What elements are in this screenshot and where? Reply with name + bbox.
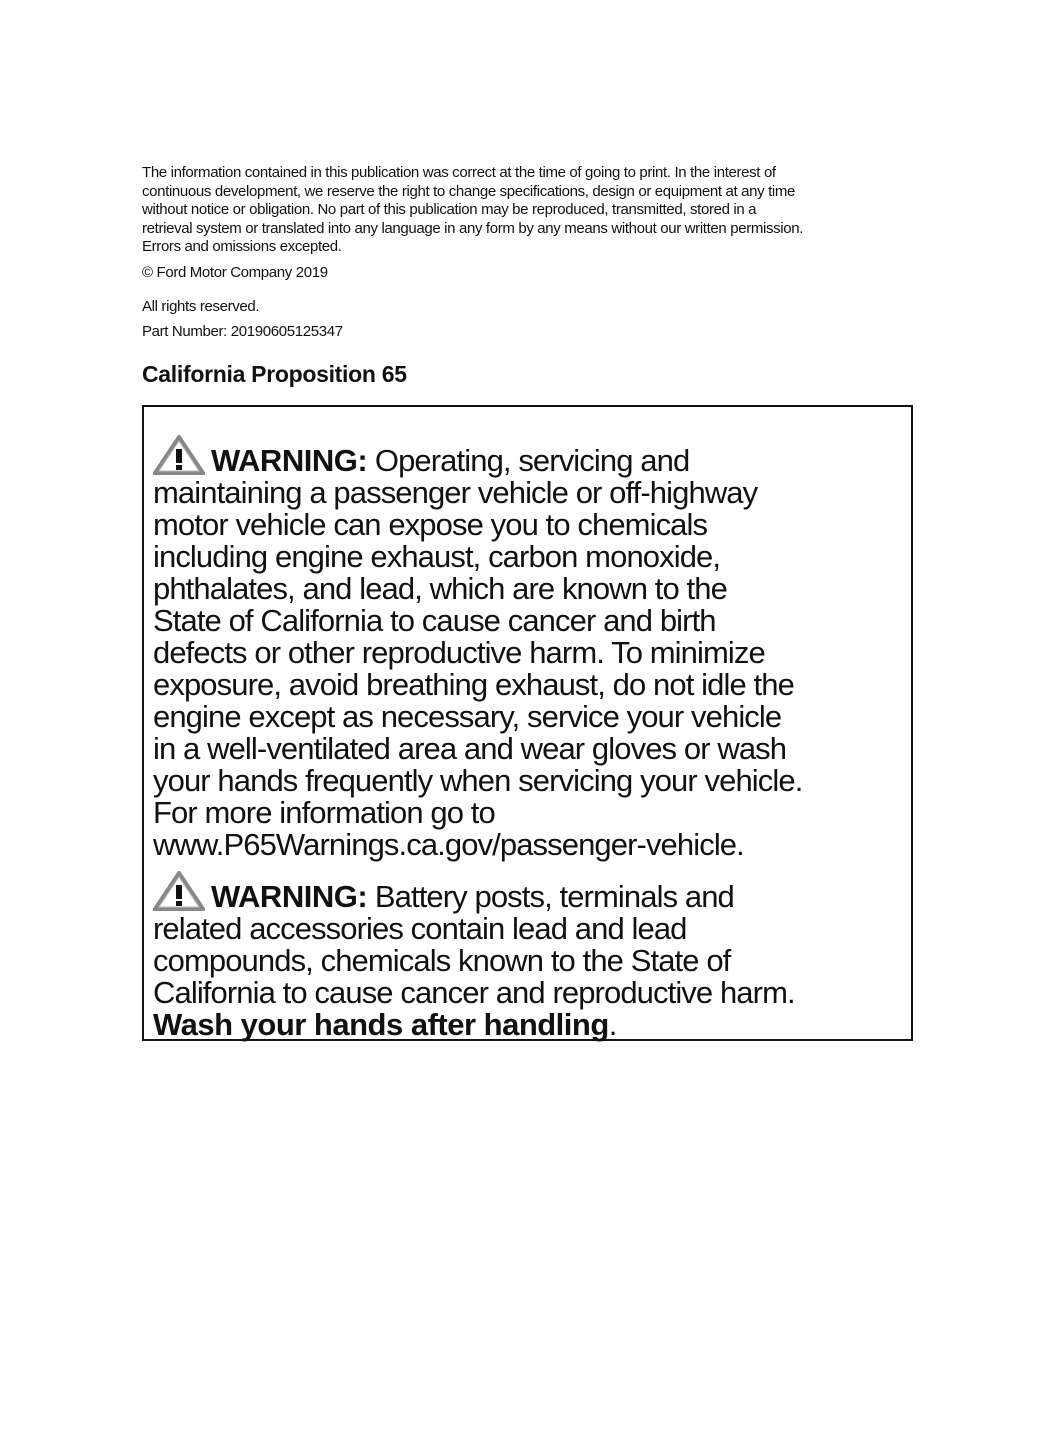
warning-first-line bbox=[153, 871, 795, 913]
legal-line: without notice or obligation. No part of this publication may be reproduced, transmitted, stored in a bbox=[142, 201, 757, 219]
warning-label: WARNING: bbox=[211, 879, 368, 914]
warning-line: defects or other reproductive harm. To minimize bbox=[153, 635, 765, 670]
legal-line: Errors and omissions excepted. bbox=[142, 238, 342, 256]
warning-end: . bbox=[608, 1007, 617, 1042]
warning-line: For more information go to bbox=[153, 795, 495, 830]
warning-box bbox=[142, 405, 913, 1041]
warning-emphasis: Wash your hands after handling bbox=[153, 1007, 609, 1042]
warning-triangle-icon bbox=[153, 871, 205, 911]
legal-line: continuous development, we reserve the right to change specifications, design or equipment at any time bbox=[142, 182, 796, 200]
warning-line: State of California to cause cancer and birth bbox=[153, 603, 716, 638]
legal-line: retrieval system or translated into any language in any form by any means without our written permission. bbox=[142, 219, 804, 237]
warning-line: exposure, avoid breathing exhaust, do not idle the bbox=[153, 667, 794, 702]
warning-line: in a well-ventilated area and wear gloves or wash bbox=[153, 731, 787, 766]
warning-line: motor vehicle can expose you to chemicals bbox=[153, 507, 708, 542]
warning-line: including engine exhaust, carbon monoxide, bbox=[153, 539, 721, 574]
warning-line: related accessories contain lead and lead bbox=[153, 911, 687, 946]
warning-label: WARNING: bbox=[211, 443, 368, 478]
legal-paragraph bbox=[142, 164, 932, 257]
warning-block-battery bbox=[153, 871, 795, 1041]
legal-notice bbox=[142, 164, 932, 342]
warning-last-line bbox=[153, 1009, 795, 1041]
warning-line: compounds, chemicals known to the State of bbox=[153, 943, 731, 978]
warning-line: maintaining a passenger vehicle or off-highway bbox=[153, 475, 758, 510]
warning-text: Battery posts, terminals and bbox=[367, 879, 734, 914]
section-title: California Proposition 65 bbox=[142, 361, 407, 387]
warning-line: your hands frequently when servicing your vehicle. bbox=[153, 763, 803, 798]
warning-first-line bbox=[153, 435, 802, 477]
rights-reserved: All rights reserved. bbox=[142, 297, 260, 315]
warning-line: California to cause cancer and reproductive harm. bbox=[153, 975, 795, 1010]
warning-line: phthalates, and lead, which are known to the bbox=[153, 571, 727, 606]
warning-triangle-icon bbox=[153, 435, 205, 475]
warning-url: www.P65Warnings.ca.gov/passenger-vehicle. bbox=[153, 827, 744, 862]
copyright: © Ford Motor Company 2019 bbox=[142, 263, 328, 281]
legal-line: The information contained in this publication was correct at the time of going to print. In the interest of bbox=[142, 164, 776, 181]
warning-line: engine except as necessary, service your vehicle bbox=[153, 699, 782, 734]
warning-block-emissions bbox=[153, 435, 802, 861]
part-number: Part Number: 20190605125347 bbox=[142, 323, 343, 341]
warning-text: Operating, servicing and bbox=[367, 443, 690, 478]
